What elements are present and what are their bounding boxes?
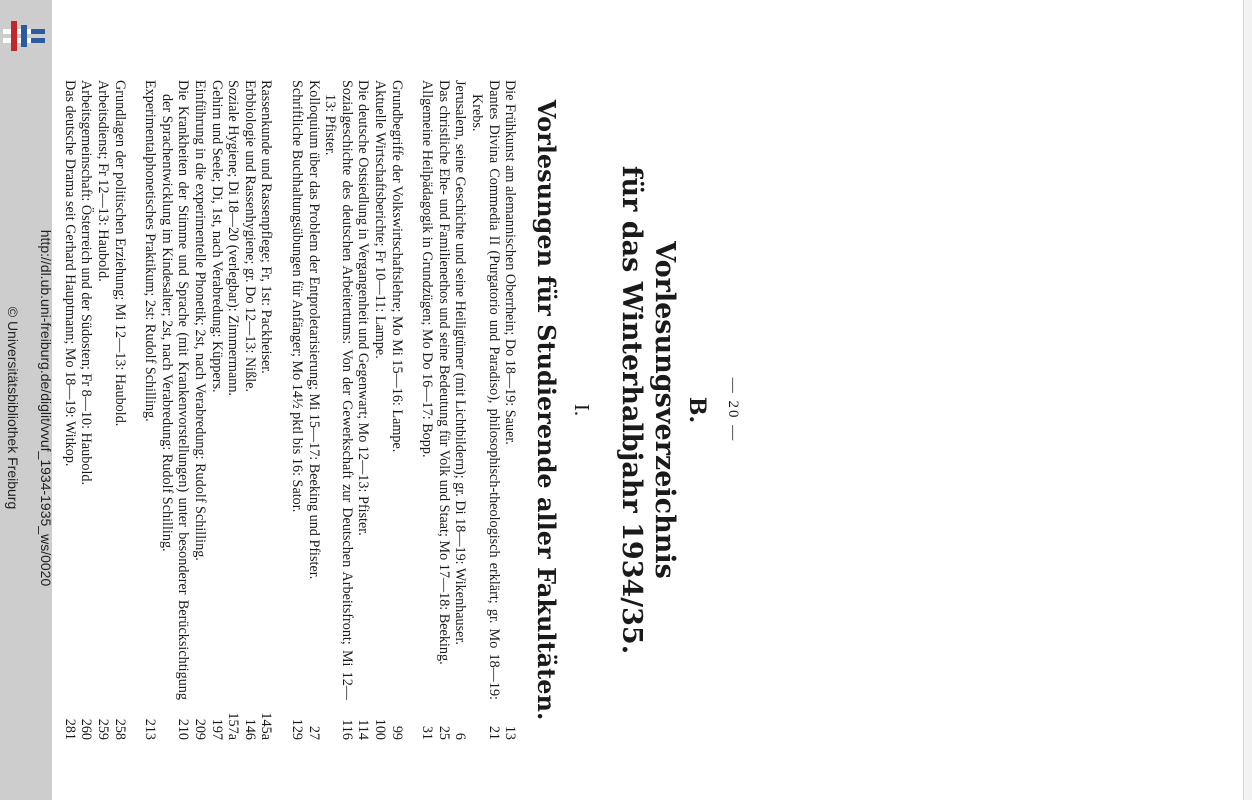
course-group <box>142 80 275 740</box>
course-text: Arbeitsgemeinschaft: Österreich und der Südosten; Fr 8—10: Haubold. <box>78 80 95 486</box>
course-entry <box>208 80 225 740</box>
course-entry <box>502 80 519 740</box>
page-content <box>47 80 741 740</box>
course-entry <box>452 80 469 740</box>
copyright-notice: © Universitätsbibliothek Freiburg <box>5 306 21 510</box>
course-number: 281 <box>61 718 78 740</box>
course-entry <box>191 80 208 740</box>
course-number: 258 <box>111 718 128 740</box>
course-text: Arbeitsdienst; Fr 12—13: Haubold. <box>95 80 112 282</box>
course-text: Soziale Hygiene; Di 18—20 (verlegbar): Zimmermann. <box>225 80 242 396</box>
page-title-line1: Vorlesungsverzeichnis <box>649 241 680 579</box>
course-entry <box>419 80 436 740</box>
course-entry <box>142 80 159 740</box>
course-entry <box>435 80 452 740</box>
course-number: 116 <box>338 719 355 740</box>
course-number: 259 <box>95 718 112 740</box>
course-entry <box>355 80 372 740</box>
course-text: Die Frühkunst am alemannischen Oberrhein; Do 18—19: Sauer. <box>502 80 519 445</box>
course-number: 21 <box>485 725 502 740</box>
course-number: 31 <box>419 725 436 740</box>
subsection-label: I. <box>570 403 595 417</box>
course-group <box>61 80 127 740</box>
course-number: 145a <box>258 712 275 740</box>
course-text: Allgemeine Heilpädagogik in Grundzügen; Mo Do 16—17: Bopp. <box>419 80 436 458</box>
course-entry <box>288 80 305 740</box>
page-number: — 20 — <box>725 377 741 443</box>
course-number: 213 <box>142 718 159 740</box>
course-entry <box>322 80 355 740</box>
course-number: 13 <box>502 725 519 740</box>
course-entry <box>61 80 78 740</box>
course-entry <box>158 80 191 740</box>
course-text: Grundbegriffe der Volkswirtschaftslehre; Mo Mi 15—16: Lampe. <box>388 80 405 453</box>
course-entry <box>305 80 322 740</box>
source-url[interactable]: http://dl.ub.uni-freiburg.de/diglit/vvuf_1934-1935_ws/0020 <box>38 229 54 587</box>
course-text: Jerusalem, seine Geschichte und seine Heiligtümer (mit Lichtbildern); gr. Di 18—19: Wikenhauser. <box>452 80 469 645</box>
section-label: B. <box>684 396 710 424</box>
course-number: 100 <box>371 718 388 740</box>
course-list <box>61 80 518 740</box>
course-text: Kolloquium über das Problem der Entproletarisierung; Mi 15—17: Beeking und Pfister. <box>305 80 322 580</box>
course-number: 114 <box>355 719 372 740</box>
course-number: 260 <box>78 718 95 740</box>
course-number: 157a <box>225 712 242 740</box>
page-edge <box>1244 0 1252 800</box>
course-text: Grundlagen der politischen Erziehung; Mi 12—13: Haubold. <box>111 80 128 427</box>
course-text: Das christliche Ehe- und Familienethos und seine Bedeutung für Volk und Staat; Mo 17—18: Beeking. <box>435 80 452 665</box>
course-number: 6 <box>452 732 469 740</box>
course-entry <box>225 80 242 740</box>
course-group <box>288 80 404 740</box>
course-text: Die Krankheiten der Stimme und Sprache (mit Krankenvorstellungen) unter besonderer Berücksichtigung der Sprachentwicklung im Kindesalter; 2st, nach Verabredung: Rudolf Schilling. <box>158 80 192 700</box>
course-entry <box>78 80 95 740</box>
course-number: 210 <box>175 718 192 740</box>
course-text: Das deutsche Drama seit Gerhard Hauptmann; Mo 18—19: Witkop. <box>61 80 78 467</box>
course-number: 25 <box>435 725 452 740</box>
course-text: Schriftliche Buchhaltungsübungen für Anfänger; Mo 14½ pktl bis 16: Sator. <box>289 80 305 513</box>
course-entry <box>258 80 275 740</box>
course-entry <box>468 80 501 740</box>
course-number: 146 <box>241 718 258 740</box>
course-entry <box>111 80 128 740</box>
course-text: Die deutsche Ostsiedlung in Vergangenheit und Gegenwart; Mo 12—13: Pfister. <box>355 80 372 536</box>
course-text: Einführung in die experimentelle Phonetik; 2st, nach Verabredung: Rudolf Schilling. <box>192 80 209 561</box>
page-title-line2: für das Winterhalbjahr 1934/35. <box>616 165 648 655</box>
course-number: 209 <box>192 718 209 740</box>
course-number: 197 <box>208 718 225 740</box>
course-text: Experimentalphonetisches Praktikum; 2st: Rudolf Schilling. <box>142 80 159 422</box>
subsection-title: Vorlesungen für Studierende aller Fakultäten. <box>532 99 562 721</box>
course-group <box>419 80 519 740</box>
course-text: Gehirn und Seele; Di, 1st, nach Verabredung: Küppers. <box>208 80 225 393</box>
course-text: Rassenkunde und Rassenpflege; Fr, 1st: Packheiser. <box>258 80 275 374</box>
course-entry <box>371 80 388 740</box>
course-text: Aktuelle Wirtschaftsberichte; Fr 10—11: Lampe. <box>371 80 388 359</box>
course-text: Sozialgeschichte des deutschen Arbeitertums: Von der Gewerkschaft zur Deutschen Arbeitsfront; Mi 12—13: Pfister. <box>322 80 355 700</box>
course-entry <box>388 80 405 740</box>
course-text: Erbbiologie und Rassenhygiene; gr. Do 12—13: Nißle. <box>241 80 258 393</box>
course-entry <box>94 80 111 740</box>
page-edge-line <box>1243 0 1244 800</box>
course-text: Dantes Divina Commedia II (Purgatorio und Paradiso), philosophisch-theologisch erklärt; gr. Mo 18—19: Krebs. <box>468 80 502 700</box>
course-number: 129 <box>289 718 305 740</box>
course-number: 99 <box>388 725 405 740</box>
course-entry <box>241 80 258 740</box>
course-number: 27 <box>305 725 322 740</box>
